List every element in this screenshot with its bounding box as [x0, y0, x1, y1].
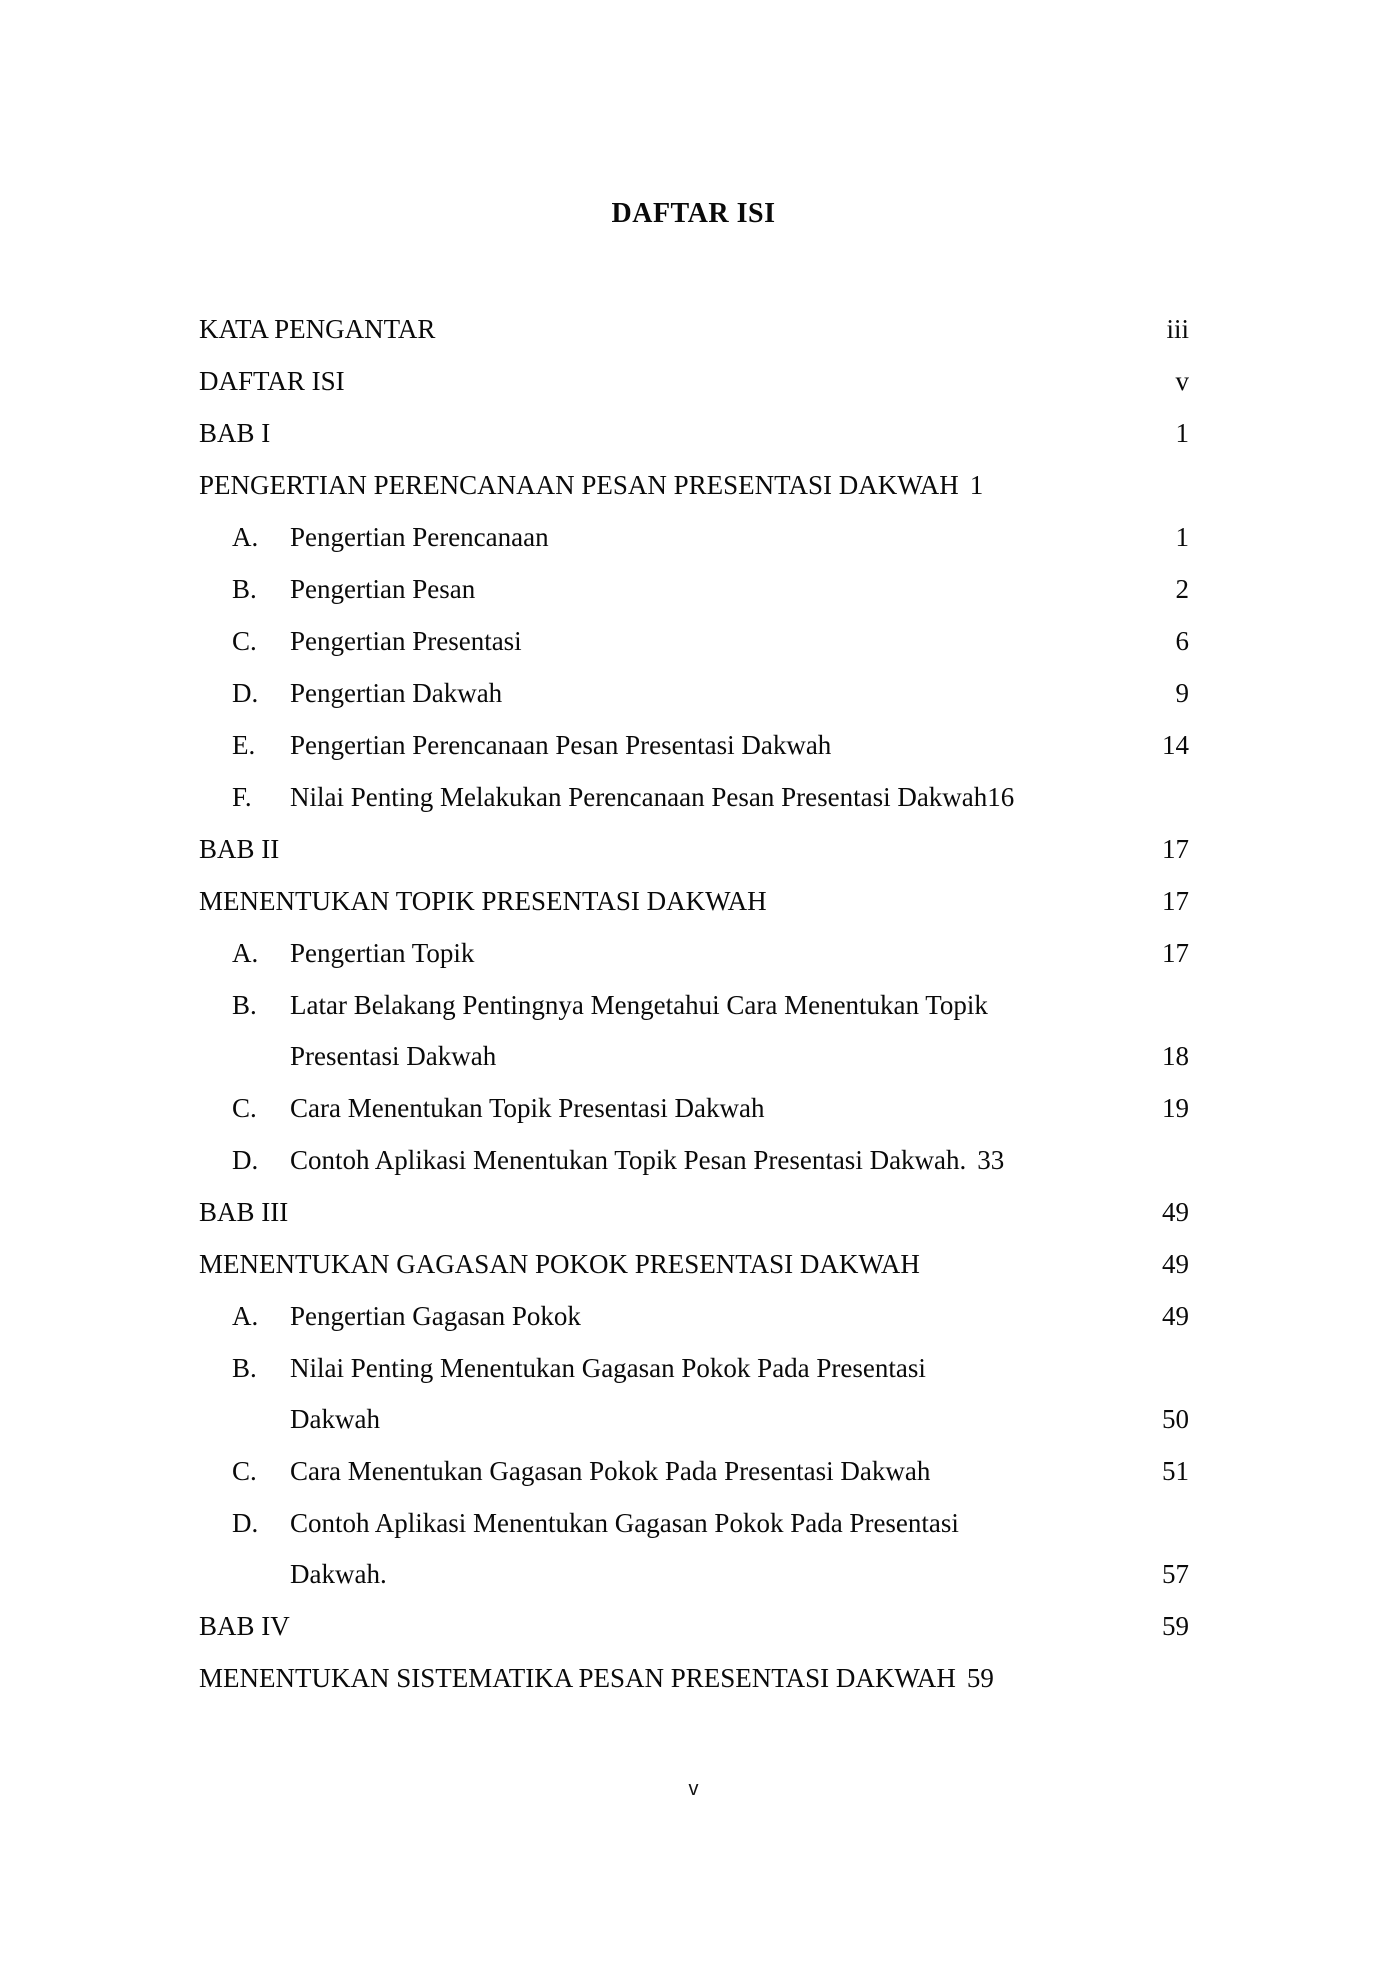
toc-chapter-bab-iii[interactable]: [199, 1199, 1189, 1226]
toc-entry-marker: B.: [232, 1353, 257, 1383]
toc-chapter-title: MENENTUKAN SISTEMATIKA PESAN PRESENTASI DAKWAH: [199, 1663, 956, 1693]
toc-entry-bab1-c[interactable]: [199, 628, 1189, 655]
toc-chapter-label: BAB IV: [199, 1611, 290, 1641]
toc-entry-label: Pengertian Gagasan Pokok: [290, 1301, 581, 1331]
toc-entry-page: 33: [977, 1145, 1005, 1175]
toc-entry-page: 57: [1162, 1559, 1189, 1589]
toc-entry-daftar-isi[interactable]: [199, 368, 1189, 395]
toc-chapter-title-page: 1: [969, 470, 984, 500]
toc-chapter-label: BAB I: [199, 418, 271, 448]
toc-entry-label: DAFTAR ISI: [199, 366, 345, 396]
toc-entry-label-continued: Dakwah.: [290, 1559, 387, 1589]
page-folio-number: v: [688, 1778, 699, 1800]
toc-entry-bab1-a[interactable]: [199, 524, 1189, 551]
toc-entry-page: 2: [1175, 574, 1189, 604]
toc-entry-marker: C.: [232, 626, 257, 656]
toc-entry-bab2-a[interactable]: [199, 940, 1189, 967]
toc-chapter-bab-ii[interactable]: [199, 836, 1189, 863]
toc-chapter-title-bab-iii[interactable]: [199, 1251, 1189, 1278]
toc-entry-marker: B.: [232, 574, 257, 604]
toc-chapter-title-bab-ii[interactable]: [199, 888, 1189, 915]
toc-entry-marker: A.: [232, 1301, 259, 1331]
toc-chapter-title-page: 49: [1162, 1249, 1189, 1279]
toc-entry-bab1-e[interactable]: [199, 732, 1189, 759]
toc-entry-label: Contoh Aplikasi Menentukan Topik Pesan Presentasi Dakwah.: [290, 1145, 967, 1175]
toc-entry-label: Pengertian Perencanaan Pesan Presentasi Dakwah: [290, 730, 832, 760]
toc-entry-bab1-b[interactable]: [199, 576, 1189, 603]
toc-entry-page: v: [1175, 366, 1189, 396]
toc-entry-marker: C.: [232, 1093, 257, 1123]
toc-entry-marker: D.: [232, 1145, 259, 1175]
toc-entry-label: KATA PENGANTAR: [199, 314, 436, 344]
toc-entry-bab1-d[interactable]: [199, 680, 1189, 707]
toc-entry-bab2-b[interactable]: [199, 992, 1189, 1070]
toc-entry-marker: E.: [232, 730, 256, 760]
toc-chapter-bab-iv[interactable]: [199, 1613, 1189, 1640]
toc-entry-marker: B.: [232, 990, 257, 1020]
toc-chapter-title-page: 17: [1162, 886, 1189, 916]
toc-entry-bab2-d[interactable]: [199, 1147, 1189, 1174]
toc-entry-page: iii: [1166, 314, 1189, 344]
table-of-contents: [199, 316, 1189, 1717]
toc-entry-label: Pengertian Topik: [290, 938, 475, 968]
toc-entry-bab3-b[interactable]: [199, 1355, 1189, 1433]
toc-chapter-title: PENGERTIAN PERENCANAAN PESAN PRESENTASI DAKWAH: [199, 470, 959, 500]
toc-entry-label: Contoh Aplikasi Menentukan Gagasan Pokok Pada Presentasi: [290, 1508, 959, 1538]
toc-chapter-title: MENENTUKAN GAGASAN POKOK PRESENTASI DAKWAH: [199, 1249, 920, 1279]
toc-chapter-bab-i[interactable]: [199, 420, 1189, 447]
page-title: DAFTAR ISI: [611, 198, 776, 229]
toc-entry-page: 17: [1162, 938, 1189, 968]
toc-entry-bab3-c[interactable]: [199, 1458, 1189, 1485]
toc-entry-page: 9: [1175, 678, 1189, 708]
toc-chapter-page: 49: [1162, 1197, 1189, 1227]
toc-entry-label: Pengertian Dakwah: [290, 678, 503, 708]
toc-entry-label: Latar Belakang Pentingnya Mengetahui Cara Menentukan Topik: [290, 990, 988, 1020]
toc-entry-label: Pengertian Perencanaan: [290, 522, 549, 552]
toc-chapter-label: BAB III: [199, 1197, 289, 1227]
toc-chapter-label: BAB II: [199, 834, 280, 864]
toc-chapter-page: 17: [1162, 834, 1189, 864]
toc-entry-page: 16: [987, 782, 1015, 812]
toc-entry-marker: C.: [232, 1456, 257, 1486]
toc-entry-page: 1: [1175, 522, 1189, 552]
toc-entry-marker: D.: [232, 678, 259, 708]
toc-entry-page: 50: [1162, 1404, 1189, 1434]
toc-entry-page: 51: [1162, 1456, 1189, 1486]
toc-entry-page: 19: [1162, 1093, 1189, 1123]
toc-entry-bab3-a[interactable]: [199, 1303, 1189, 1330]
toc-entry-bab2-c[interactable]: [199, 1095, 1189, 1122]
toc-entry-label: Cara Menentukan Gagasan Pokok Pada Presentasi Dakwah: [290, 1456, 931, 1486]
toc-entry-label-continued: Dakwah: [290, 1404, 380, 1434]
toc-chapter-page: 59: [1162, 1611, 1189, 1641]
toc-entry-marker: F.: [232, 782, 252, 812]
toc-entry-page: 6: [1175, 626, 1189, 656]
toc-chapter-title-bab-iv[interactable]: [199, 1665, 1189, 1692]
toc-chapter-title-page: 59: [966, 1663, 994, 1693]
toc-entry-marker: A.: [232, 522, 259, 552]
toc-chapter-page: 1: [1175, 418, 1189, 448]
toc-entry-page: 49: [1162, 1301, 1189, 1331]
toc-entry-label-continued: Presentasi Dakwah: [290, 1041, 497, 1071]
toc-entry-label: Pengertian Presentasi: [290, 626, 522, 656]
toc-entry-label: Pengertian Pesan: [290, 574, 476, 604]
toc-entry-label: Nilai Penting Melakukan Perencanaan Pesan Presentasi Dakwah: [290, 782, 988, 812]
toc-entry-page: 14: [1162, 730, 1189, 760]
toc-chapter-title: MENENTUKAN TOPIK PRESENTASI DAKWAH: [199, 886, 767, 916]
toc-chapter-title-bab-i[interactable]: [199, 472, 1189, 499]
toc-entry-page: 18: [1162, 1041, 1189, 1071]
toc-entry-marker: D.: [232, 1508, 259, 1538]
toc-entry-marker: A.: [232, 938, 259, 968]
toc-entry-label: Nilai Penting Menentukan Gagasan Pokok Pada Presentasi: [290, 1353, 926, 1383]
toc-entry-label: Cara Menentukan Topik Presentasi Dakwah: [290, 1093, 765, 1123]
toc-entry-kata-pengantar[interactable]: [199, 316, 1189, 343]
toc-entry-bab1-f[interactable]: [199, 784, 1189, 811]
toc-entry-bab3-d[interactable]: [199, 1510, 1189, 1588]
